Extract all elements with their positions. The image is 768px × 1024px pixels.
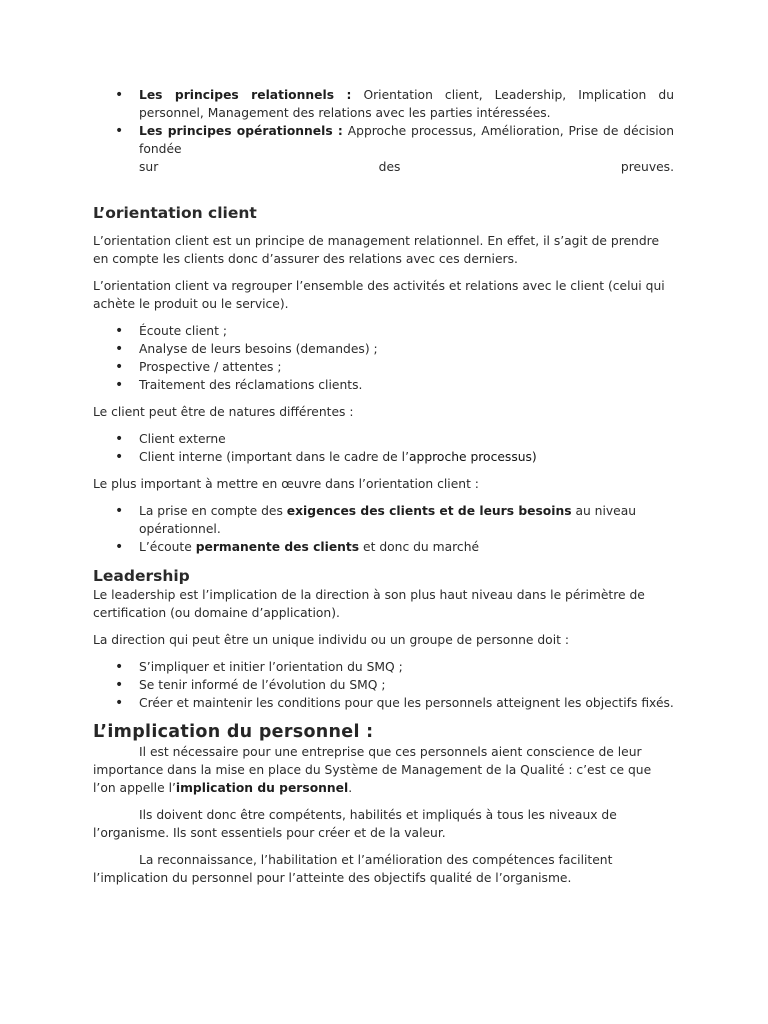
list-item: • Écoute client ; xyxy=(139,322,674,340)
list-item: • Les principes relationnels : Orientation client, Leadership, Implication du personnel, Management des relations avec les parties intéressées. xyxy=(139,86,674,122)
list-item: • S’impliquer et initier l’orientation du SMQ ; xyxy=(139,658,674,676)
heading-leadership: Leadership xyxy=(93,567,190,585)
paragraph: Le plus important à mettre en œuvre dans l’orientation client : xyxy=(93,477,479,491)
paragraph: Il est nécessaire pour une entreprise que ces personnels aient conscience de leur importance dans la mise en place du Système de Management de la Qualité : c’est ce que l’on appelle l’implication du personnel. xyxy=(93,745,652,795)
leadership-list xyxy=(93,658,674,712)
paragraph: La reconnaissance, l’habilitation et l’amélioration des compétences facilitent l’implication du personnel pour l’atteinte des objectifs qualité de l’organisme. xyxy=(93,853,613,885)
paragraph: Ils doivent donc être compétents, habilités et impliqués à tous les niveaux de l’organisme. Ils sont essentiels pour créer et de la valeur. xyxy=(93,808,617,840)
list-item: • Analyse de leurs besoins (demandes) ; xyxy=(139,340,674,358)
list-item: • Client interne (important dans le cadre de l’approche processus) xyxy=(139,448,674,466)
list-item: • La prise en compte des exigences des clients et de leurs besoins au niveau opérationnel. xyxy=(139,502,674,538)
list-item: • Prospective / attentes ; xyxy=(139,358,674,376)
list-item: • Traitement des réclamations clients. xyxy=(139,376,674,394)
activities-list xyxy=(93,322,674,394)
paragraph: L’orientation client va regrouper l’ensemble des activités et relations avec le client (celui qui achète le produit ou le service). xyxy=(93,279,665,311)
list-item: • Client externe xyxy=(139,430,674,448)
heading-orientation-client: L’orientation client xyxy=(93,204,257,222)
list-item: • Se tenir informé de l’évolution du SMQ ; xyxy=(139,676,674,694)
paragraph: Le leadership est l’implication de la direction à son plus haut niveau dans le périmètre de certification (ou domaine d’application). xyxy=(93,588,645,620)
list-item: • Créer et maintenir les conditions pour que les personnels atteignent les objectifs fixés. xyxy=(139,694,674,712)
principles-list xyxy=(93,86,674,176)
paragraph: Le client peut être de natures différentes : xyxy=(93,405,354,419)
list-item: • Les principes opérationnels : Approche processus, Amélioration, Prise de décision fondée sur des preuves. xyxy=(139,122,674,176)
paragraph: La direction qui peut être un unique individu ou un groupe de personne doit : xyxy=(93,633,569,647)
client-types-list xyxy=(93,430,674,466)
heading-implication-personnel: L’implication du personnel : xyxy=(93,722,374,742)
priorities-list xyxy=(93,502,674,556)
paragraph: L’orientation client est un principe de management relationnel. En effet, il s’agit de prendre en compte les clients donc d’assurer des relations avec ces derniers. xyxy=(93,234,660,266)
list-item: • L’écoute permanente des clients et donc du marché xyxy=(139,538,674,556)
